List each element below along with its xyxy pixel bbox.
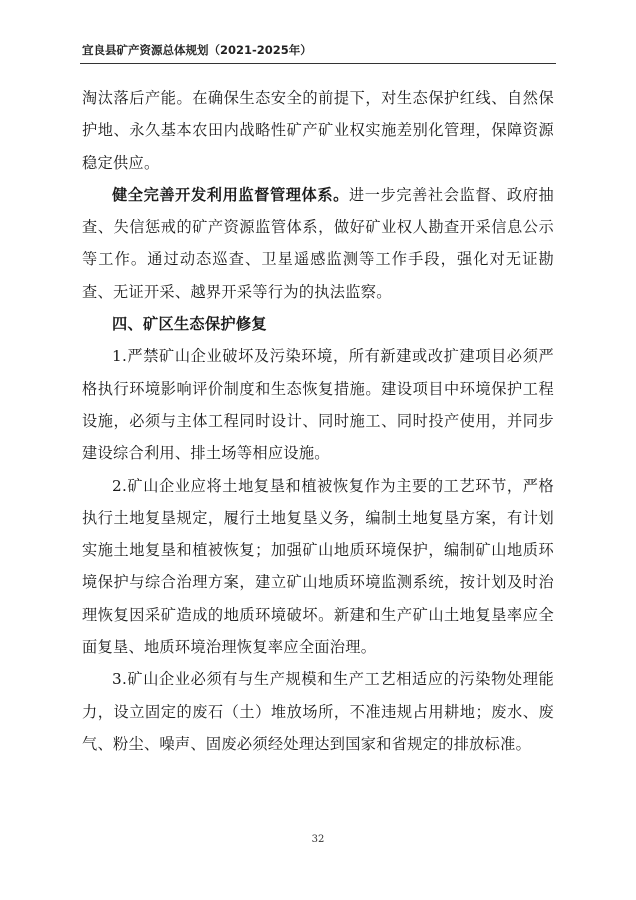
section-heading: 四、矿区生态保护修复 bbox=[112, 315, 267, 334]
page-number: 32 bbox=[311, 834, 325, 845]
paragraph-body: 进一步完善社会监督、政府抽查、失信惩戒的矿产资源监管体系，做好矿业权人勘查开采信息公示等工作。通过动态巡查、卫星遥感监测等工作手段，强化对无证勘查、无证开采、越界开采等行为的执法监察。 bbox=[82, 185, 554, 301]
paragraph-item-1: 1.严禁矿山企业破坏及污染环境，所有新建或改扩建项目必须严格执行环境影响评价制度和生态恢复措施。建设项目中环境保护工程设施，必须与主体工程同时设计、同时施工、同时投产使用，并同步建设综合利用、排土场等相应设施。 bbox=[82, 347, 554, 463]
paragraph-supervision bbox=[82, 179, 554, 308]
paragraph-continuation: 淘汰落后产能。在确保生态安全的前提下，对生态保护红线、自然保护地、永久基本农田内战略性矿产矿业权实施差别化管理，保障资源稳定供应。 bbox=[82, 89, 554, 172]
paragraph-lead-heading: 健全完善开发利用监督管理体系。 bbox=[112, 185, 349, 204]
paragraph-item-2: 2.矿山企业应将土地复垦和植被恢复作为主要的工艺环节，严格执行土地复垦规定，履行土地复垦义务，编制土地复垦方案，有计划实施土地复垦和植被恢复；加强矿山地质环境保护，编制矿山地质环境保护与综合治理方案，建立矿山地质环境监测系统，按计划及时治理恢复因采矿造成的地质环境破坏。新建和生产矿山土地复垦率应全面复垦、地质环境治理恢复率应全面治理。 bbox=[82, 476, 554, 657]
body-text bbox=[82, 82, 554, 760]
paragraph-item-3: 3.矿山企业必须有与生产规模和生产工艺相适应的污染物处理能力，设立固定的废石（土）堆放场所，不准违规占用耕地；废水、废气、粉尘、噪声、固废必须经处理达到国家和省规定的排放标准。 bbox=[82, 670, 554, 753]
header-divider bbox=[80, 63, 556, 64]
running-header: 宜良县矿产资源总体规划（2021-2025年） bbox=[82, 43, 312, 57]
